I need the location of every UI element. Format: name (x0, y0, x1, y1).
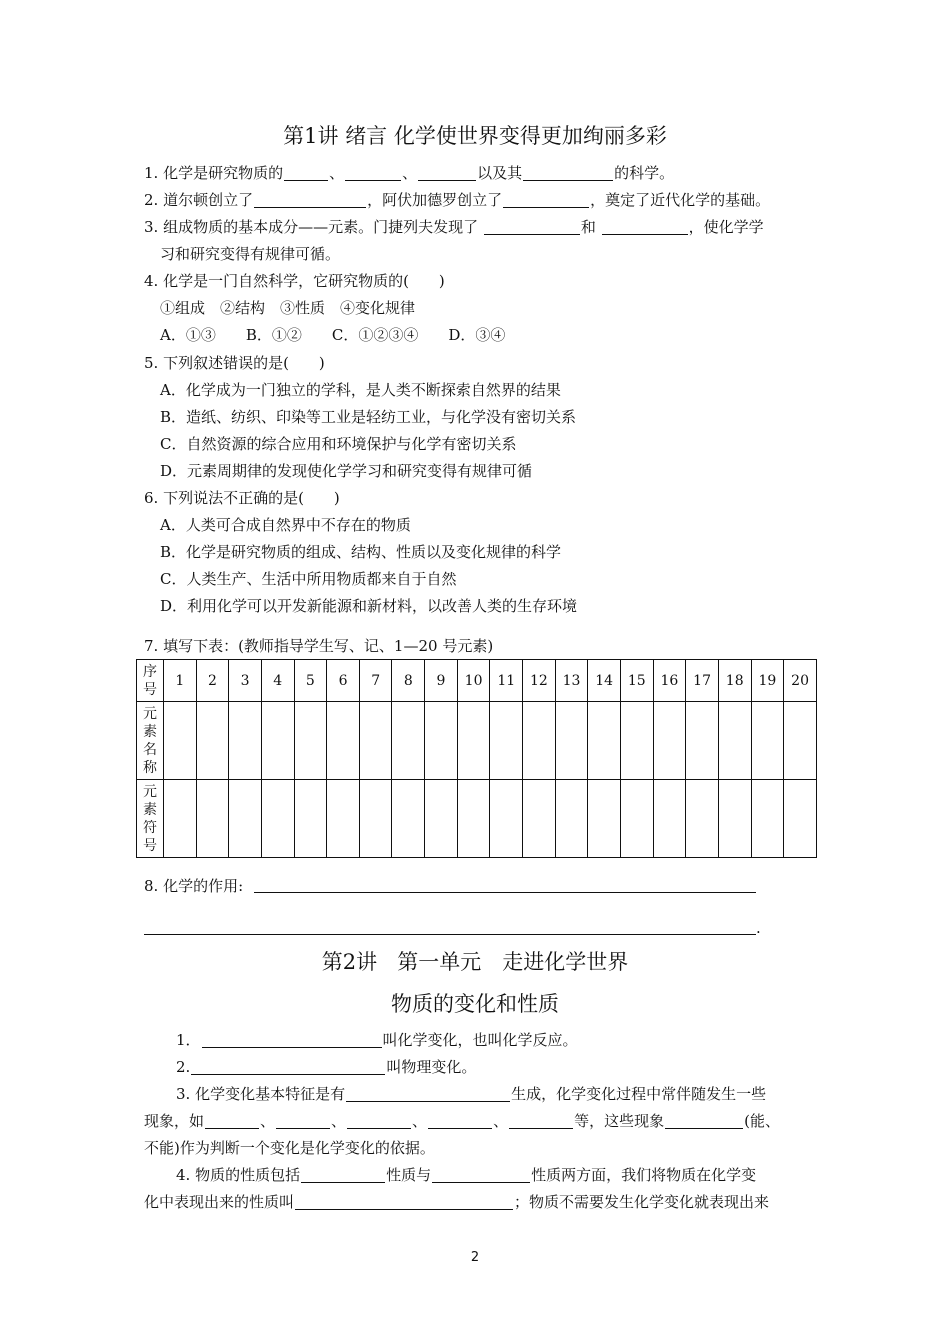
element-symbol-cell[interactable] (359, 780, 392, 858)
element-name-cell[interactable] (294, 702, 327, 780)
element-symbol-cell[interactable] (751, 780, 784, 858)
element-name-cell[interactable] (359, 702, 392, 780)
element-number-cell: 2 (196, 660, 229, 702)
table-row-symbol (137, 780, 817, 858)
element-number-cell: 11 (490, 660, 523, 702)
element-symbol-cell[interactable] (588, 780, 621, 858)
element-symbol-cell[interactable] (523, 780, 556, 858)
question-4-items: ①组成 ②结构 ③性质 ④变化规律 (160, 299, 416, 317)
element-name-cell[interactable] (523, 702, 556, 780)
blank[interactable] (418, 164, 476, 181)
title-suffix: 讲 (317, 124, 339, 148)
l2-question-2: 2. 叫物理变化。 (176, 1058, 477, 1076)
element-number-cell: 3 (229, 660, 262, 702)
question-3: 3. 组成物质的基本成分——元素。门捷列夫发现了 和 ，使化学学 (144, 218, 764, 236)
element-symbol-cell[interactable] (686, 780, 719, 858)
element-number-cell: 15 (620, 660, 653, 702)
blank[interactable] (346, 1085, 510, 1102)
table-row-number (137, 660, 817, 702)
question-7-stem: 7. 填写下表：(教师指导学生写、记、1—20 号元素) (144, 637, 494, 655)
blank[interactable] (503, 191, 589, 208)
element-number-cell: 9 (425, 660, 458, 702)
element-name-cell[interactable] (196, 702, 229, 780)
element-name-cell[interactable] (751, 702, 784, 780)
element-number-cell: 5 (294, 660, 327, 702)
blank[interactable] (523, 164, 613, 181)
element-number-cell: 16 (653, 660, 686, 702)
blank[interactable] (276, 1112, 330, 1129)
element-name-cell[interactable] (425, 702, 458, 780)
blank[interactable] (432, 1166, 530, 1183)
answer-line[interactable] (144, 934, 756, 935)
element-number-cell: 1 (164, 660, 197, 702)
l2-question-4: 4. 物质的性质包括 性质与 性质两方面，我们将物质在化学变 (176, 1166, 757, 1184)
l2-question-3-cont: 现象，如 、 、 、 、 等，这些现象 (能、 (144, 1112, 780, 1130)
blank[interactable] (295, 1193, 513, 1210)
element-name-cell[interactable] (620, 702, 653, 780)
element-name-cell[interactable] (164, 702, 197, 780)
element-name-cell[interactable] (686, 702, 719, 780)
title-prefix: 第 (283, 124, 305, 148)
element-number-cell: 8 (392, 660, 425, 702)
element-symbol-cell[interactable] (196, 780, 229, 858)
element-symbol-cell[interactable] (490, 780, 523, 858)
question-8-end: . (756, 919, 761, 937)
l2-question-1: 1． 叫化学变化，也叫化学反应。 (176, 1031, 578, 1049)
blank[interactable] (484, 218, 580, 235)
element-symbol-cell[interactable] (229, 780, 262, 858)
element-number-cell: 19 (751, 660, 784, 702)
blank[interactable] (428, 1112, 492, 1129)
element-symbol-cell[interactable] (392, 780, 425, 858)
lecture2-title: 第2讲 第一单元 走进化学世界 (321, 950, 629, 974)
element-symbol-cell[interactable] (327, 780, 360, 858)
title-main: 绪言 化学使世界变得更加绚丽多彩 (345, 124, 667, 148)
element-number-cell: 20 (784, 660, 817, 702)
question-5-option-d: D．元素周期律的发现使化学学习和研究变得有规律可循 (160, 462, 533, 480)
question-3-cont: 习和研究变得有规律可循。 (160, 245, 341, 263)
question-1: 1. 化学是研究物质的 、 、 以及其 的科学。 (144, 164, 675, 182)
question-4-options: A．①③ B．①② C．①②③④ D．③④ (160, 326, 506, 344)
element-number-cell: 7 (359, 660, 392, 702)
element-name-cell[interactable] (261, 702, 294, 780)
question-6-option-c: C．人类生产、生活中所用物质都来自于自然 (160, 570, 457, 588)
row-header-name: 元素名称 (137, 702, 164, 780)
page-number: 2 (470, 1250, 480, 1265)
table-row-name (137, 702, 817, 780)
question-5-option-b: B．造纸、纺织、印染等工业是轻纺工业，与化学没有密切关系 (160, 408, 577, 426)
element-symbol-cell[interactable] (620, 780, 653, 858)
element-number-cell: 17 (686, 660, 719, 702)
question-6-option-a: A．人类可合成自然界中不存在的物质 (160, 516, 411, 534)
element-name-cell[interactable] (457, 702, 490, 780)
blank[interactable] (665, 1112, 743, 1129)
element-name-cell[interactable] (718, 702, 751, 780)
l2-question-3-end: 不能)作为判断一个变化是化学变化的依据。 (144, 1139, 435, 1157)
element-number-cell: 12 (523, 660, 556, 702)
element-number-cell: 10 (457, 660, 490, 702)
element-name-cell[interactable] (784, 702, 817, 780)
blank[interactable] (284, 164, 328, 181)
lecture1-title (0, 120, 950, 150)
element-name-cell[interactable] (555, 702, 588, 780)
blank[interactable] (345, 164, 401, 181)
element-table (136, 659, 817, 858)
lecture2-subtitle: 物质的变化和性质 (391, 992, 559, 1016)
blank[interactable] (602, 218, 688, 235)
element-name-cell[interactable] (327, 702, 360, 780)
question-6-stem: 6. 下列说法不正确的是( ) (144, 489, 340, 507)
l2-question-3: 3. 化学变化基本特征是有 生成，化学变化过程中常伴随发生一些 (176, 1085, 767, 1103)
element-number-cell: 13 (555, 660, 588, 702)
row-header-number: 序号 (137, 660, 164, 702)
question-2: 2. 道尔顿创立了 ，阿伏加德罗创立了 ，奠定了近代化学的基础。 (144, 191, 771, 209)
element-symbol-cell[interactable] (294, 780, 327, 858)
title-number: 1 (304, 124, 318, 148)
element-symbol-cell[interactable] (425, 780, 458, 858)
blank[interactable] (347, 1112, 411, 1129)
element-symbol-cell[interactable] (555, 780, 588, 858)
element-name-cell[interactable] (490, 702, 523, 780)
blank[interactable] (205, 1112, 259, 1129)
question-8: 8. 化学的作用: (144, 877, 244, 895)
question-5-option-a: A．化学成为一门独立的学科，是人类不断探索自然界的结果 (160, 381, 561, 399)
answer-line[interactable] (254, 892, 756, 893)
element-symbol-cell[interactable] (164, 780, 197, 858)
element-name-cell[interactable] (588, 702, 621, 780)
element-symbol-cell[interactable] (261, 780, 294, 858)
question-5-option-c: C．自然资源的综合应用和环境保护与化学有密切关系 (160, 435, 517, 453)
element-name-cell[interactable] (229, 702, 262, 780)
row-header-symbol: 元素符号 (137, 780, 164, 858)
element-symbol-cell[interactable] (653, 780, 686, 858)
element-name-cell[interactable] (392, 702, 425, 780)
question-6-option-d: D．利用化学可以开发新能源和新材料，以改善人类的生存环境 (160, 597, 578, 615)
blank[interactable] (301, 1166, 385, 1183)
question-6-option-b: B．化学是研究物质的组成、结构、性质以及变化规律的科学 (160, 543, 562, 561)
element-number-cell: 4 (261, 660, 294, 702)
l2-question-4-cont: 化中表现出来的性质叫 ；物质不需要发生化学变化就表现出来 (144, 1193, 770, 1211)
element-symbol-cell[interactable] (457, 780, 490, 858)
element-number-cell: 14 (588, 660, 621, 702)
question-4-stem: 4. 化学是一门自然科学，它研究物质的( ) (144, 272, 445, 290)
blank[interactable] (202, 1031, 382, 1048)
element-symbol-cell[interactable] (784, 780, 817, 858)
blank[interactable] (509, 1112, 573, 1129)
element-number-cell: 18 (718, 660, 751, 702)
element-number-cell: 6 (327, 660, 360, 702)
question-5-stem: 5. 下列叙述错误的是( ) (144, 354, 325, 372)
blank[interactable] (254, 191, 366, 208)
element-symbol-cell[interactable] (718, 780, 751, 858)
element-name-cell[interactable] (653, 702, 686, 780)
blank[interactable] (191, 1058, 385, 1075)
